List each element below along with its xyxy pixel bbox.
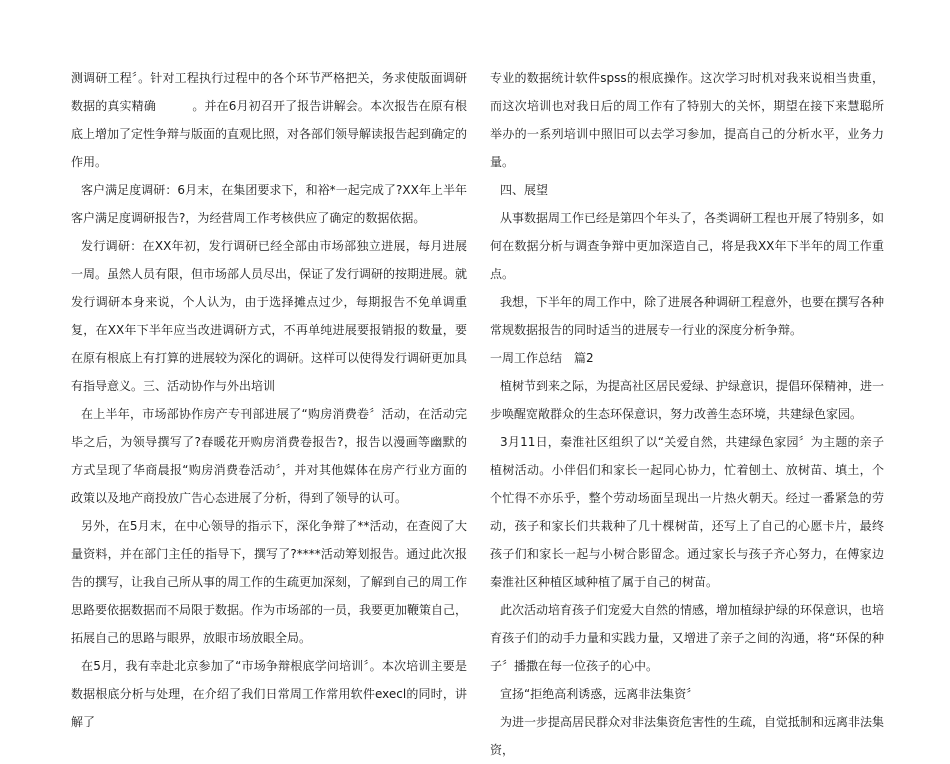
- paragraph: 此次活动培育孩子们宠爱大自然的情感，增加植绿护绿的环保意识，也培育孩子们的动手力量和实践力量，又增进了亲子之间的沟通，将“环保的种子〞播撒在每一位孩子的心中。: [490, 603, 885, 673]
- paragraph: 在上半年，市场部协作房产专刊部进展了“购房消费卷〞活动，在活动完毕之后，为领导撰写了?春暖花开购房消费卷报告?，报告以漫画等幽默的方式呈现了华商晨报“购房消费卷活动〞，并对其他媒体在房产行业方面的政策以及地产商投放广告心态进展了分析，得到了领导的认可。: [71, 407, 467, 505]
- right-column: [490, 64, 884, 764]
- left-column: [71, 64, 467, 736]
- article-title: 一周工作总结 篇2: [490, 351, 594, 365]
- paragraph: 另外，在5月末，在中心领导的指示下，深化争辩了**活动，在查阅了大量资料，并在部门主任的指导下，撰写了?****活动筹划报告。通过此次报告的撰写，让我自己所从事的周工作的生疏更加深刻，了解到自己的周工作思路要依据数据而不局限于数据。作为市场部的一员，我要更加鞭策自己，拓展自己的思路与眼界，放眼市场放眼全局。: [71, 519, 468, 645]
- section-heading: 四、展望: [500, 183, 549, 197]
- paragraph: 为进一步提高居民群众对非法集资危害性的生疏，自觉抵制和远离非法集资，: [490, 715, 885, 757]
- paragraph: 专业的数据统计软件spss的根底操作。这次学习时机对我来说相当贵重，而这次培训也对我日后的周工作有了特别大的关怀，期望在接下来慧聪所举办的一系列培训中照旧可以去学习参加，提高自己的分析水平，业务力量。: [490, 71, 884, 169]
- paragraph: 我想，下半年的周工作中，除了进展各种调研工程意外，也要在撰写各种常规数据报告的同时适当的进展专一行业的深度分析争辩。: [490, 295, 885, 337]
- paragraph: 测调研工程〞。针对工程执行过程中的各个环节严格把关，务求使版面调研数据的真实精确 。并在6月初召开了报告讲解会。本次报告在原有根底上增加了定性争辩与版面的直观比照，对各部们领导解读报告起到确定的作用。: [71, 71, 468, 169]
- paragraph: 客户满足度调研：6月末，在集团要求下，和裕*一起完成了?XX年上半年客户满足度调研报告?，为经营周工作考核供应了确定的数据依据。: [71, 183, 467, 225]
- subheading: 宣扬“拒绝高利诱惑，远离非法集资〞: [500, 687, 699, 701]
- paragraph: 在5月，我有幸赴北京参加了“市场争辩根底学问培训〞。本次培训主要是数据根底分析与处理，在介绍了我们日常周工作常用软件execl的同时，讲解了: [71, 659, 467, 729]
- paragraph: 从事数据周工作已经是第四个年头了，各类调研工程也开展了特别多，如何在数据分析与调查争辩中更加深造自己，将是我XX年下半年的周工作重点。: [490, 211, 885, 281]
- paragraph: 3月11日，秦淮社区组织了以“关爱自然，共建绿色家园〞为主题的亲子植树活动。小伴侣们和家长一起同心协力，忙着刨土、放树苗、填土，个个忙得不亦乐乎，整个劳动场面呈现出一片热火朝天。经过一番紧急的劳动，孩子和家长们共栽种了几十棵树苗，还写上了自己的心愿卡片，最终孩子们和家长一起与小树合影留念。通过家长与孩子齐心努力，在傅家边秦淮社区种植区域种植了属于自己的树苗。: [490, 435, 884, 589]
- paragraph: 植树节到来之际，为提高社区居民爱绿、护绿意识，提倡环保精神，进一步唤醒宽敞群众的生态环保意识，努力改善生态环境，共建绿色家园。: [490, 379, 885, 421]
- paragraph: 发行调研：在XX年初，发行调研已经全部由市场部独立进展，每月进展一周。虽然人员有限，但市场部人员尽出，保证了发行调研的按期进展。就发行调研本身来说，个人认为，由于选择摊点过少，每期报告不免单调重复，在XX年下半年应当改进调研方式，不再单纯进展要报销报的数量，要在原有根底上有打算的进展较为深化的调研。这样可以使得发行调研更加具有指导意义。三、活动协作与外出培训: [71, 239, 468, 393]
